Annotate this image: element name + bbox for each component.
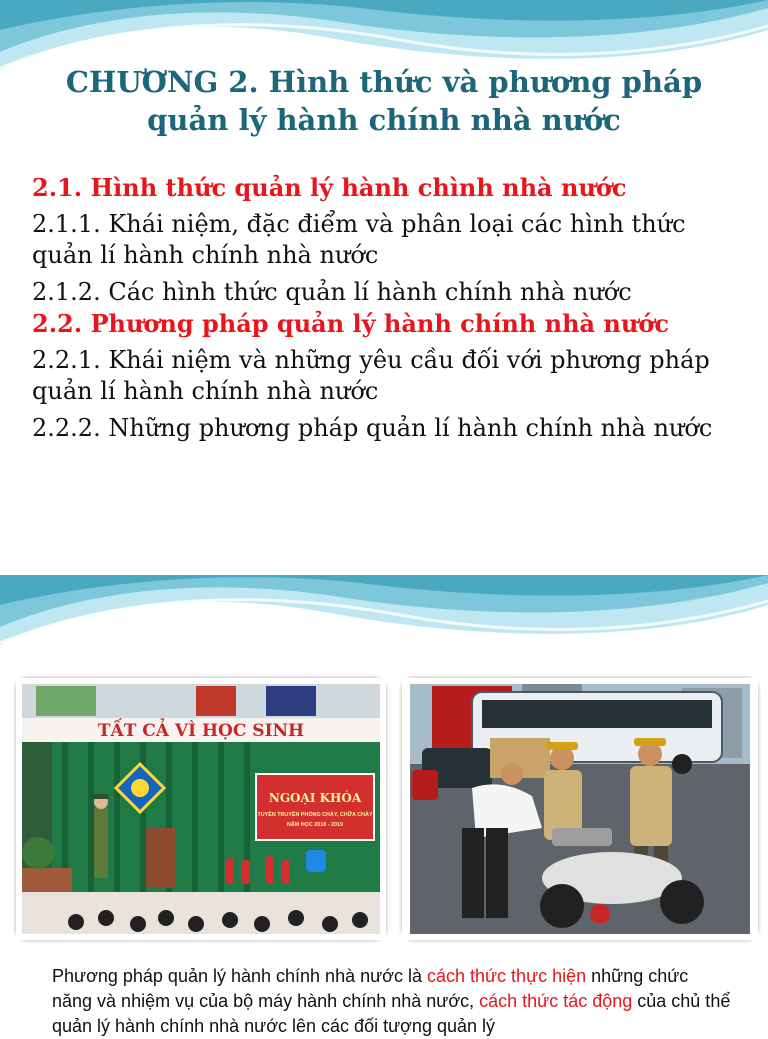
sign-extracurricular: NGOẠI KHÓA [268,791,362,805]
caption-text-3: của chủ thể quản lý hành chính nhà nước lên các đối tượng quản lý [52,991,731,1036]
slide-separator [0,560,768,575]
item-2-2-2: 2.2.2. Những phương pháp quản lí hành chính nhà nước [32,414,713,442]
sign-fire-prevention: TUYÊN TRUYỀN PHÒNG CHÁY, CHỮA CHÁY [257,812,373,818]
title-line-1: CHƯƠNG 2. Hình thức và phương pháp [65,65,703,99]
caption-text-1: Phương pháp quản lý hành chính nhà nước là [52,966,427,986]
caption-highlight-2: cách thức tác động [479,991,633,1011]
caption-highlight-1: cách thức thực hiện [426,966,587,986]
slide-title [0,63,768,139]
banner-all-for-students: TẤT CẢ VÌ HỌC SINH [97,721,305,741]
item-2-2-1-line1: 2.2.1. Khái niệm và những yêu cầu đối với phương pháp [32,346,710,374]
slide-2 [0,575,768,1036]
school-assembly-illustration [16,678,386,940]
sign-school-year: NĂM HỌC 2018 - 2019 [286,822,344,828]
item-2-1-1 [32,209,762,271]
item-2-2-1-line2: quản lí hành chính nhà nước [32,377,379,405]
slide-2-caption [52,964,732,1039]
heading-2-1: 2.1. Hình thức quản lý hành chình nhà nước [32,173,627,202]
heading-2-2: 2.2. Phương pháp quản lý hành chính nhà nước [32,309,669,338]
item-2-1-1-line1: 2.1.1. Khái niệm, đặc điểm và phân loại các hình thức [32,210,686,238]
outline-list [32,172,762,444]
caption-text-2: những chức năng và nhiệm vụ của bộ máy hành chính nhà nước, [52,966,689,1011]
item-2-2-1 [32,345,762,407]
item-2-1-1-line2: quản lí hành chính nhà nước [32,241,379,269]
photo-traffic-police [402,678,758,940]
title-line-2: quản lý hành chính nhà nước [147,103,621,137]
photo-school-assembly [16,678,386,940]
wave-header-decoration [0,575,768,670]
item-2-1-2: 2.1.2. Các hình thức quản lí hành chính nhà nước [32,278,632,306]
traffic-police-illustration [402,678,758,940]
